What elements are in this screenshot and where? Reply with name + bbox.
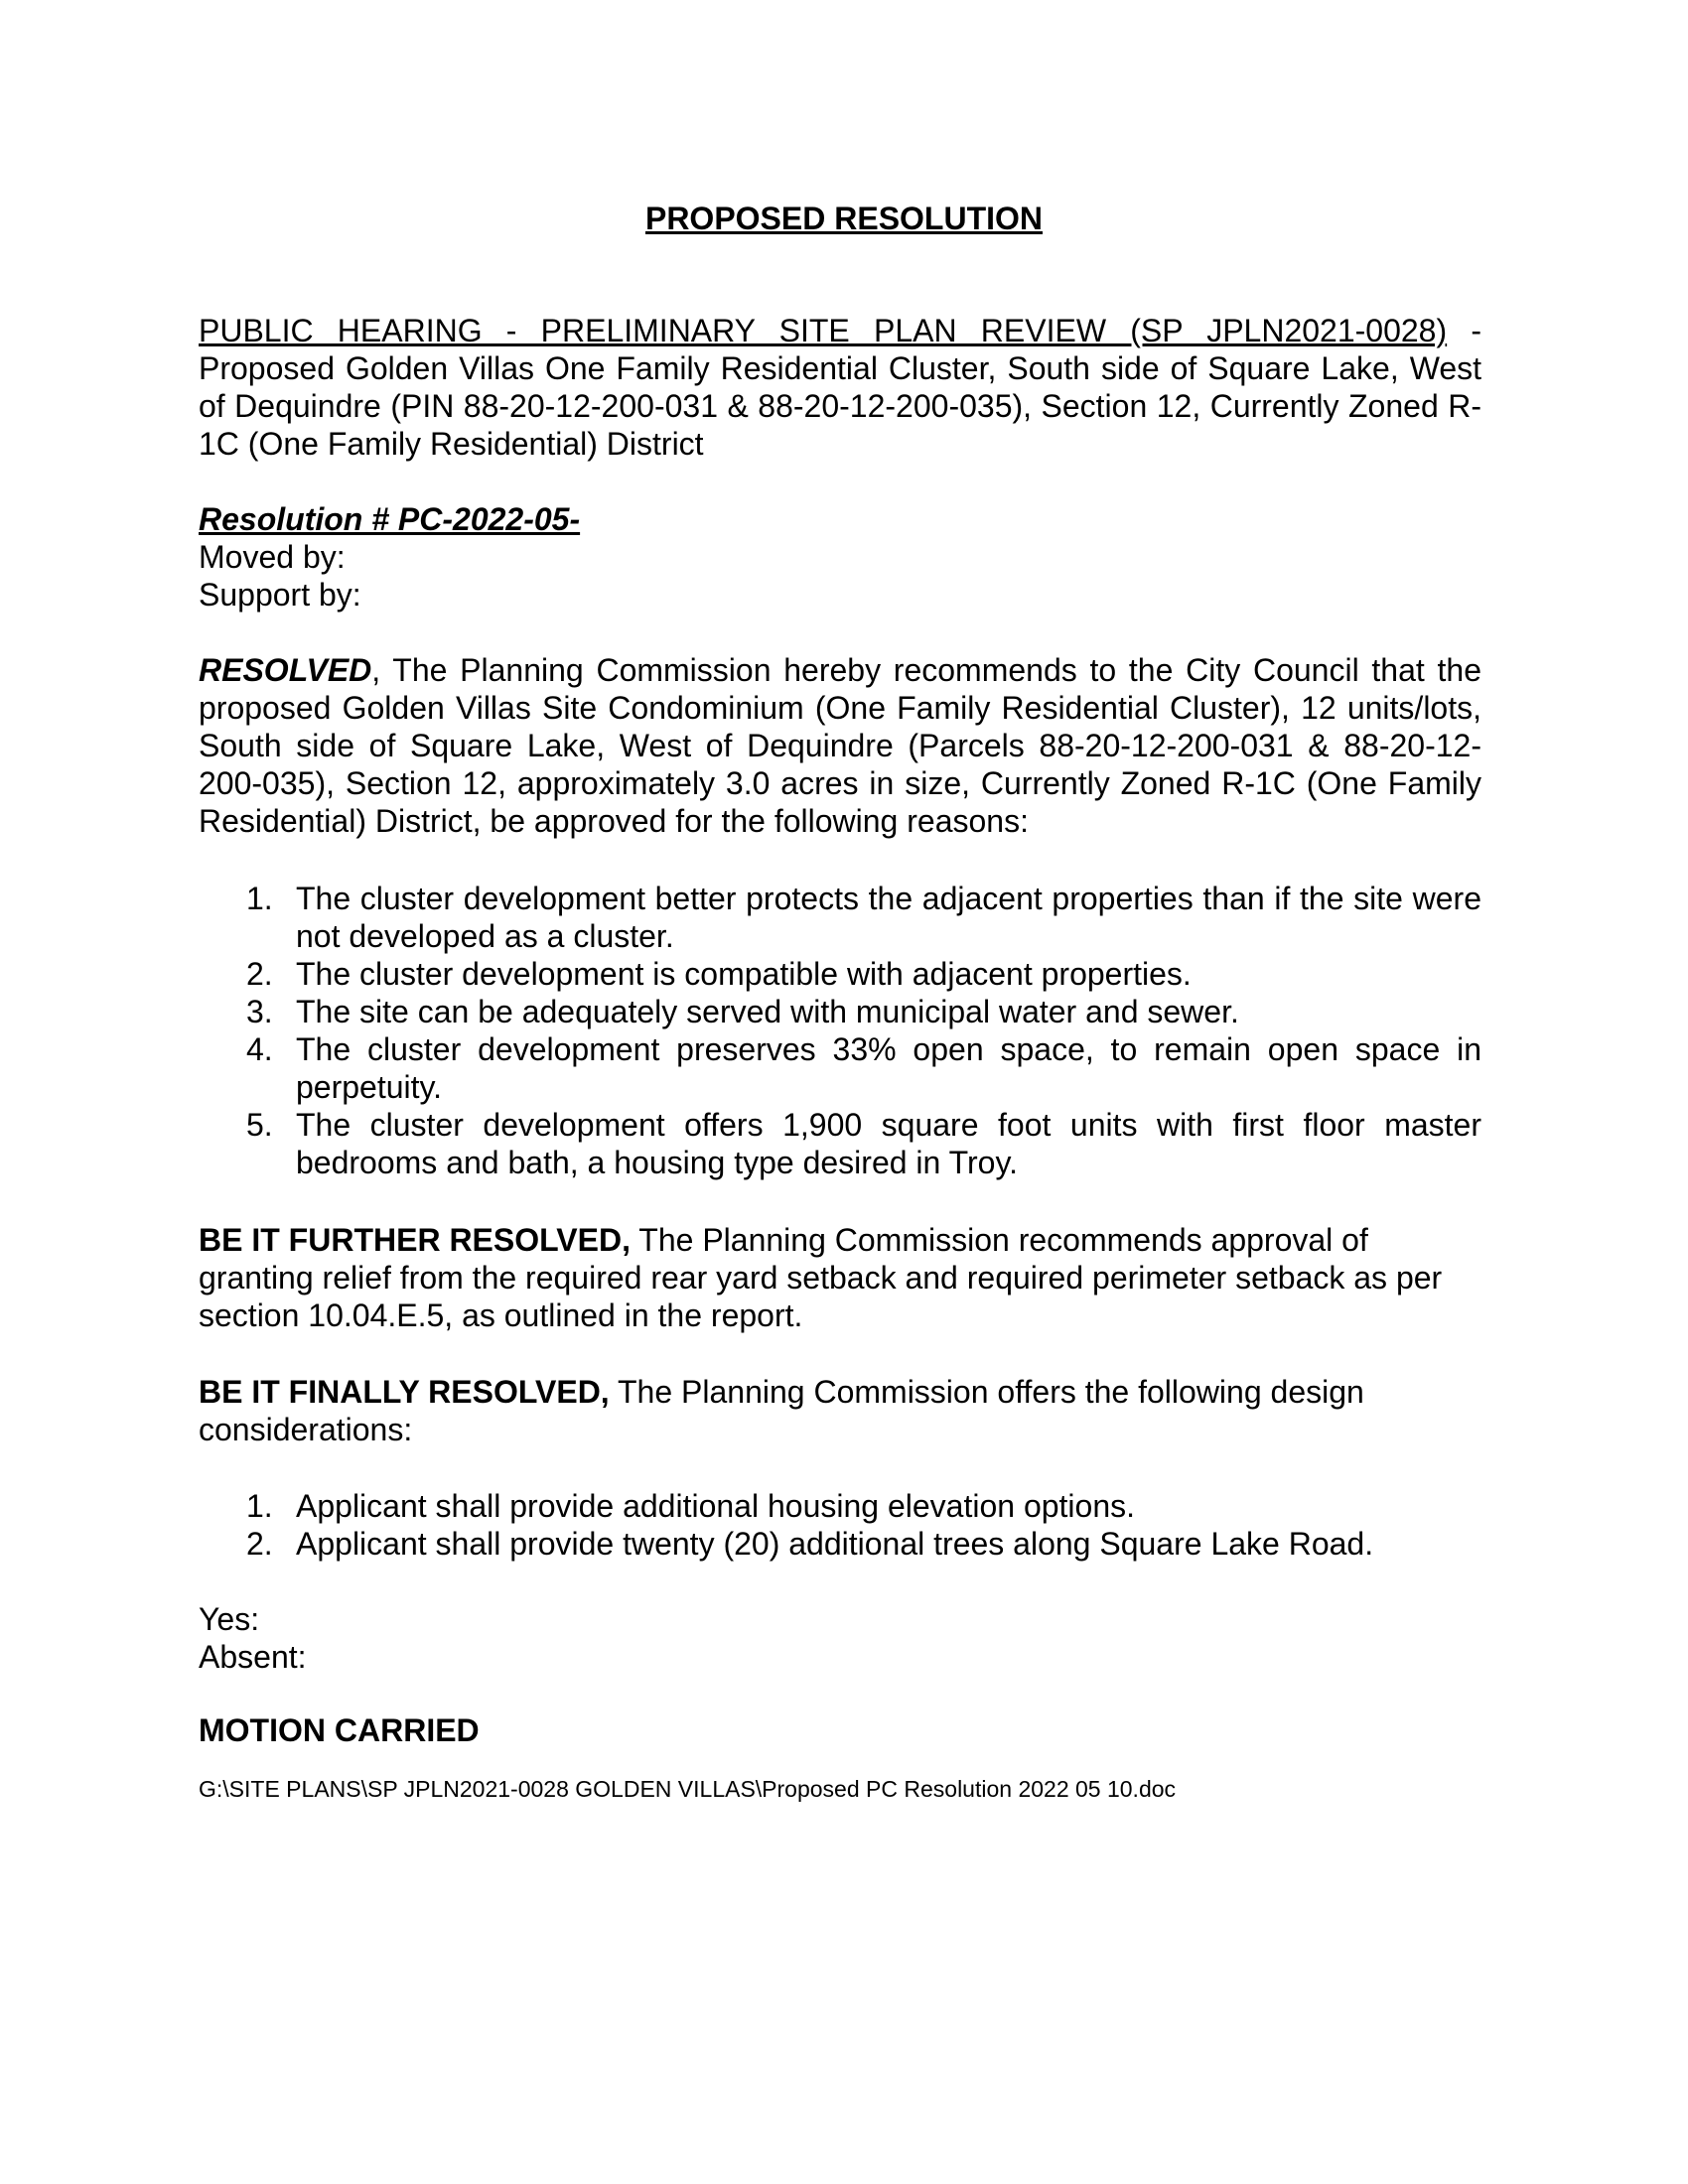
list-item <box>199 955 1481 993</box>
reasons-list-container <box>199 880 1481 1181</box>
resolved-paragraph <box>199 651 1481 840</box>
list-item-text: The cluster development better protects the adjacent properties than if the site were not developed as a cluster. <box>296 881 1481 954</box>
design-list <box>199 1487 1481 1563</box>
list-item-number: 2. <box>246 1526 273 1562</box>
hearing-heading: PUBLIC HEARING - PRELIMINARY SITE PLAN REVIEW (SP JPLN2021-0028) <box>199 313 1448 348</box>
page-title: PROPOSED RESOLUTION <box>644 201 1044 236</box>
further-resolved-paragraph <box>199 1221 1481 1334</box>
list-item-number: 1. <box>246 1488 273 1524</box>
finally-lead: BE IT FINALLY RESOLVED, <box>199 1374 610 1410</box>
list-item <box>199 1106 1481 1181</box>
resolution-number: Resolution # PC-2022-05- <box>199 501 581 537</box>
list-item-number: 1. <box>246 881 273 916</box>
absent-label: Absent: <box>199 1639 307 1675</box>
resolved-lead: RESOLVED <box>199 652 372 688</box>
list-item-number: 3. <box>246 994 273 1029</box>
hearing-description: Proposed Golden Villas One Family Residential Cluster, South side of Square Lake, West of Dequindre (PIN 88-20-12-200-031 & 88-20-12-200-035), Section 12, Currently Zoned R-1C (One Family Residential) District <box>199 350 1481 462</box>
footer-file-path: G:\SITE PLANS\SP JPLN2021-0028 GOLDEN VILLAS\Proposed PC Resolution 2022 05 10.doc <box>199 1776 1177 1802</box>
list-item-text: The site can be adequately served with municipal water and sewer. <box>296 994 1239 1029</box>
list-item-number: 2. <box>246 956 273 992</box>
list-item-text: The cluster development is compatible with adjacent properties. <box>296 956 1192 992</box>
finally-resolved-paragraph <box>199 1373 1481 1448</box>
design-list-container <box>199 1487 1481 1563</box>
finally-text: The Planning Commission offers the following design considerations: <box>199 1374 1364 1447</box>
list-item-number: 4. <box>246 1031 273 1067</box>
list-item <box>199 993 1481 1030</box>
list-item <box>199 1487 1481 1525</box>
list-item-text: Applicant shall provide twenty (20) additional trees along Square Lake Road. <box>296 1526 1374 1562</box>
list-item <box>199 1525 1481 1563</box>
list-item <box>199 880 1481 955</box>
reasons-list <box>199 880 1481 1181</box>
support-by-label: Support by: <box>199 577 361 613</box>
yes-label: Yes: <box>199 1601 260 1637</box>
moved-by-label: Moved by: <box>199 539 346 575</box>
list-item-text: Applicant shall provide additional housing elevation options. <box>296 1488 1136 1524</box>
list-item-text: The cluster development offers 1,900 square foot units with first floor master bedrooms and bath, a housing type desired in Troy. <box>296 1107 1481 1180</box>
motion-result <box>199 1711 1481 1749</box>
list-item <box>199 1030 1481 1106</box>
list-item-number: 5. <box>246 1107 273 1143</box>
hearing-paragraph <box>199 312 1481 463</box>
further-lead: BE IT FURTHER RESOLVED, <box>199 1222 631 1258</box>
motion-carried: MOTION CARRIED <box>199 1712 480 1748</box>
hearing-dash: - <box>1447 313 1482 348</box>
list-item-text: The cluster development preserves 33% open space, to remain open space in perpetuity. <box>296 1031 1481 1105</box>
votes-section <box>199 1600 1481 1676</box>
resolved-text: , The Planning Commission hereby recommends to the City Council that the proposed Golden Villas Site Condominium (One Family Residential Cluster), 12 units/lots, South side of Square Lake, West of Dequindre (Parcels 88-20-12-200-031 & 88-20-12-200-035), Section 12, approximately 3.0 acres in size, Currently Zoned R-1C (One Family Residential) District, be approved for the following reasons: <box>199 652 1481 839</box>
further-text: The Planning Commission recommends approval of granting relief from the required rear yard setback and required perimeter setback as per section 10.04.E.5, as outlined in the report. <box>199 1222 1443 1333</box>
resolution-header <box>199 500 1481 614</box>
